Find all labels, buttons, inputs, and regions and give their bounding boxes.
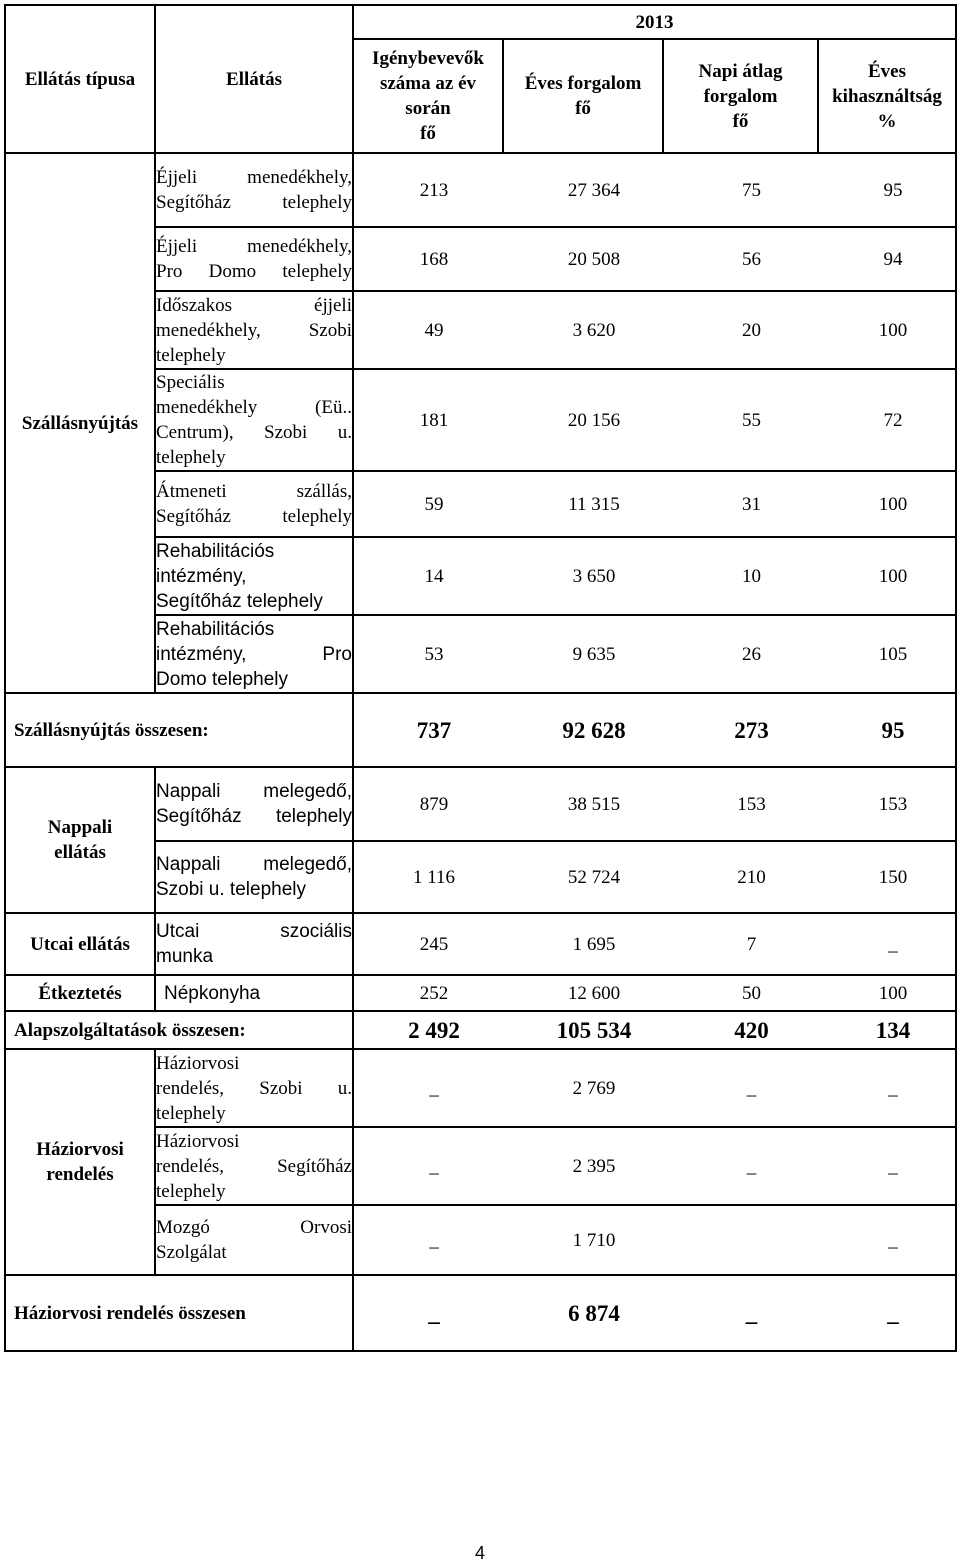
service-label: Időszakos éjjeli menedékhely, Szobi telephely <box>155 291 353 369</box>
row-values: 168 20 508 56 94 <box>353 227 956 291</box>
table-row: Mozgó Orvosi Szolgálat _ 1 710 _ <box>5 1205 956 1275</box>
service-label: Speciális menedékhely (Eü.. Centrum), Szobi u. telephely <box>155 369 353 471</box>
table-row: Nappali melegedő, Szobi u. telephely 1 116 52 724 210 150 <box>5 841 956 913</box>
header-annual: Éves forgalom fő <box>503 39 663 153</box>
header-type: Ellátás típusa <box>5 5 155 153</box>
header-service: Ellátás <box>155 5 353 153</box>
service-label: Nappali melegedő, Szobi u. telephely <box>155 841 353 913</box>
services-table <box>4 4 957 1352</box>
table-row <box>5 153 956 227</box>
row-values: 181 20 156 55 72 <box>353 369 956 471</box>
service-label: Rehabilitációs intézmény, Pro Domo telephely <box>155 615 353 693</box>
total-row-gp: Háziorvosi rendelés összesen _ 6 874 _ _ <box>5 1275 956 1351</box>
row-values: 213 27 364 75 95 <box>353 153 956 227</box>
service-label: Rehabilitációs intézmény, Segítőház telephely <box>155 537 353 615</box>
header-year: 2013 <box>353 5 956 39</box>
table-row: Nappali ellátás Nappali melegedő, Segítőház telephely 879 38 515 153 153 <box>5 767 956 841</box>
header-users: Igénybevevők száma az év során fő <box>353 39 503 153</box>
service-label: Mozgó Orvosi Szolgálat <box>155 1205 353 1275</box>
header-daily: Napi átlag forgalom fő <box>663 39 818 153</box>
service-label: Éjjeli menedékhely, Pro Domo telephely <box>155 227 353 291</box>
service-label: Népkonyha <box>155 975 353 1011</box>
total-row-basic: Alapszolgáltatások összesen: 2 492 105 534 420 134 <box>5 1011 956 1049</box>
type-gp: Háziorvosi rendelés <box>5 1049 155 1275</box>
service-label: Háziorvosi rendelés, Szobi u. telephely <box>155 1049 353 1127</box>
row-values: 59 11 315 31 100 <box>353 471 956 537</box>
type-day-care: Nappali ellátás <box>5 767 155 913</box>
table-row: Utcai ellátás Utcai szociális munka 245 1 695 7 _ <box>5 913 956 975</box>
service-label: Nappali melegedő, Segítőház telephely <box>155 767 353 841</box>
type-accommodation: Szállásnyújtás <box>5 153 155 693</box>
row-values: 14 3 650 10 100 <box>353 537 956 615</box>
service-label: Háziorvosi rendelés, Segítőház telephely <box>155 1127 353 1205</box>
page-number: 4 <box>474 1543 485 1563</box>
header-util: Éves kihasználtság % <box>818 39 956 153</box>
row-values: 53 9 635 26 105 <box>353 615 956 693</box>
table-row: Étkeztetés Népkonyha 252 12 600 50 100 <box>5 975 956 1011</box>
row-values: 49 3 620 20 100 <box>353 291 956 369</box>
table-row: Háziorvosi rendelés, Segítőház telephely _ 2 395 _ _ <box>5 1127 956 1205</box>
type-meals: Étkeztetés <box>5 975 155 1011</box>
service-label: Utcai szociális munka <box>155 913 353 975</box>
header-row-year <box>5 5 956 39</box>
total-row-accommodation: Szállásnyújtás összesen: 737 92 628 273 95 <box>5 693 956 767</box>
service-label: Éjjeli menedékhely, Segítőház telephely <box>155 153 353 227</box>
table-row: Háziorvosi rendelés Háziorvosi rendelés, Szobi u. telephely _ 2 769 _ _ <box>5 1049 956 1127</box>
service-label: Átmeneti szállás, Segítőház telephely <box>155 471 353 537</box>
type-street: Utcai ellátás <box>5 913 155 975</box>
